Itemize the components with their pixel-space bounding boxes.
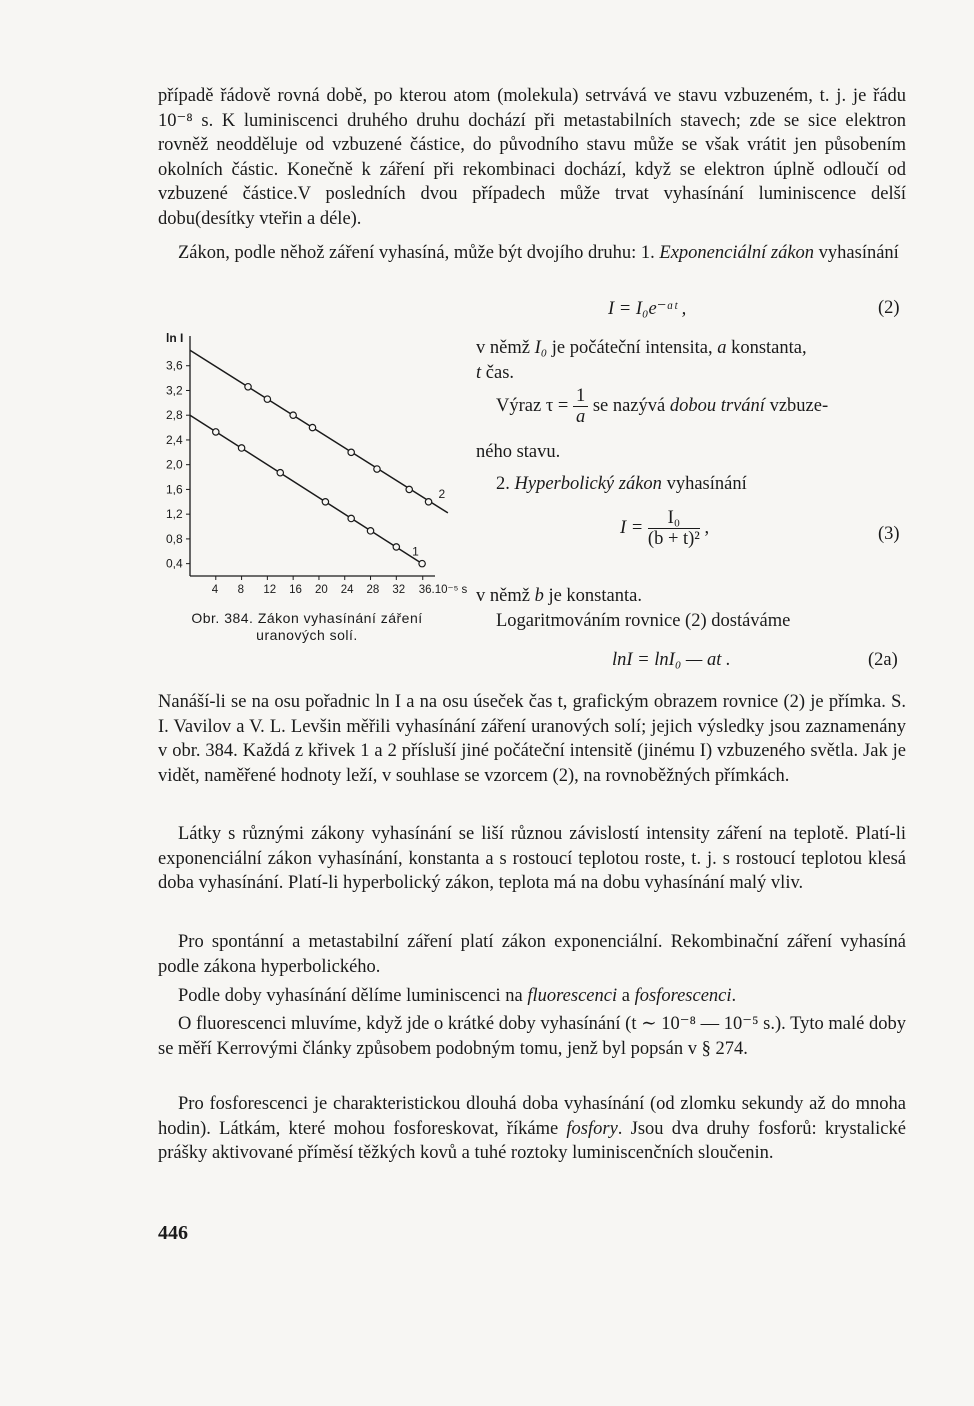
paragraph-2 [158,241,906,266]
data-point-series-2 [290,412,296,418]
paragraph-7: O fluorescenci mluvíme, když jde o krátké doby vyhasínání (t ∼ 10⁻⁸ — 10⁻⁵ s.). Tyto malé doby se měří Kerrovými články způsobem podobným tomu, jenž byl popsán v § 274. [158,1014,906,1059]
paragraph-1: případě řádově rovná době, po kterou atom (molekula) setrvává ve stavu vzbuzeném, t. j. je řádu 10⁻⁸ s. K luminiscenci druhého druhu dochází při metastabilních stavech; zde se sice elektron rovněž neodděluje od vzbuzené částice, do původního stavu může se však vrátit jen působením okolních částic. Konečně k záření při rekombinaci dochází, když se elektron úplně odloučí od vzbuzené částice.V posledních dvou případech může trvat vyhasínání luminiscence delší dobu(desítky vteřin a déle). [158,86,906,229]
logarithm-line: Logaritmováním rovnice (2) dostáváme [496,611,791,631]
data-point-series-1 [393,544,399,550]
data-point-series-2 [264,396,270,402]
y-axis-label: ln I [166,331,184,345]
data-point-series-1 [322,499,328,505]
paragraph-2-end: vyhasínání [814,243,899,263]
paragraph-3: Nanáší-li se na osu pořadnic ln I a na osu úseček čas t, grafickým obrazem rovnice (2) je přímka. S. I. Vavilov a V. L. Levšin měřili vyhasínání záření uranových solí; jejich výsledky jsou zaznamenány v obr. 384. Každá z křivek 1 a 2 přísluší jiné počáteční intensitě (jinému I) vzbuzeného světla. Jak je vidět, naměřené hodnoty leží, v souhlase se vzorcem (2), na rovnoběžných přímkách. [158,692,906,786]
data-point-series-2 [406,486,412,492]
equation-2-number: (2) [878,298,900,318]
hyperbolic-law-heading: 2. Hyperbolický zákon vyhasínání [496,474,747,494]
y-tick-label: 1,6 [166,482,183,497]
x-tick-label: 28 [366,584,380,596]
x-tick-label: 24 [340,584,354,596]
data-point-series-1 [348,515,354,521]
paragraph-8: Pro fosforescenci je charakteristickou dlouhá doba vyhasínání (od zlomku sekundy až do mnoha hodin). Látkám, které mohou fosforeskovat, říkáme fosfory. Jsou dva druhy fosforů: krystalické prášky aktivované příměsí těžkých kovů a tuhé roztoky luminiscenčních sloučenin. [158,1094,906,1163]
tau-fraction: $\frac{1}{a}$ [573,386,588,427]
data-point-series-2 [348,449,354,455]
x-tick-label: 4 [211,584,219,596]
equation-2a: lnI = lnI₀ — at . [612,650,731,670]
data-point-series-1 [367,528,373,534]
y-tick-label: 1,2 [166,507,183,522]
equation-3-number: (3) [878,524,900,544]
data-point-series-1 [213,429,219,435]
tau-definition: Výraz τ = $\frac{1}{a}$ se nazývá dobou trvání vzbuze- [496,386,829,427]
x-tick-label: 20 [314,584,328,596]
paragraph-5: Pro spontánní a metastabilní záření platí zákon exponenciální. Rekombinační záření vyhasíná podle zákona hyperbolického. [158,932,906,977]
eq2-where-clause: v němž I₀ je počáteční intensita, a konstanta, t čas. [476,338,807,383]
series-line-1 [190,415,422,563]
series-label-2: 2 [438,486,446,501]
page-number: 446 [158,1222,188,1244]
equation-2a-number: (2a) [868,650,898,670]
y-tick-label: 2,0 [166,457,183,472]
equation-2: I = I₀e⁻ᵅᵗ , [608,299,687,319]
equation-3: I = $\frac{\text{I₀}}{\text{(b + t)²}}$ , [620,508,710,549]
paragraph-2-italic: Exponenciální zákon [659,243,815,263]
eq3-where-clause: v němž b je konstanta. [476,586,642,606]
y-tick-label: 0,4 [166,556,183,571]
paragraph-2-text: Zákon, podle něhož záření vyhasíná, může být dvojího druhu: 1. [178,243,660,263]
data-point-series-2 [309,424,315,430]
data-point-series-2 [245,384,251,390]
y-tick-label: 3,6 [166,358,183,373]
x-tick-label: 32 [392,584,406,596]
data-point-series-1 [238,445,244,451]
data-point-series-1 [419,560,425,566]
data-point-series-2 [374,466,380,472]
figure-caption: Obr. 384. Zákon vyhasínání záření uranových solí. [191,610,423,643]
y-tick-label: 2,4 [166,432,183,447]
y-tick-label: 3,2 [166,383,183,398]
y-tick-label: 2,8 [166,408,183,423]
x-tick-label: 8 [237,584,244,596]
x-tick-label: 36.10⁻⁵ s [418,584,468,596]
tau-definition-line2: ného stavu. [476,442,561,462]
data-point-series-2 [425,499,431,505]
paragraph-6: Podle doby vyhasínání dělíme luminiscenci na fluorescenci a fosforescenci. [178,986,737,1006]
paragraph-4: Látky s různými zákony vyhasínání se liší různou závislostí intensity záření na teplotě. Platí-li exponenciální zákon vyhasínání, konstanta a s rostoucí teplotou roste, t. j. s rostoucí teplotou klesá doba vyhasínání. Platí-li hyperbolický zákon, teplota má na dobu vyhasínání malý vliv. [158,824,906,893]
series-label-1: 1 [412,544,419,559]
data-point-series-1 [277,470,283,476]
x-tick-label: 16 [289,584,302,596]
y-tick-label: 0,8 [166,531,183,546]
x-tick-label: 12 [263,584,277,596]
figure-384-chart [160,326,470,604]
